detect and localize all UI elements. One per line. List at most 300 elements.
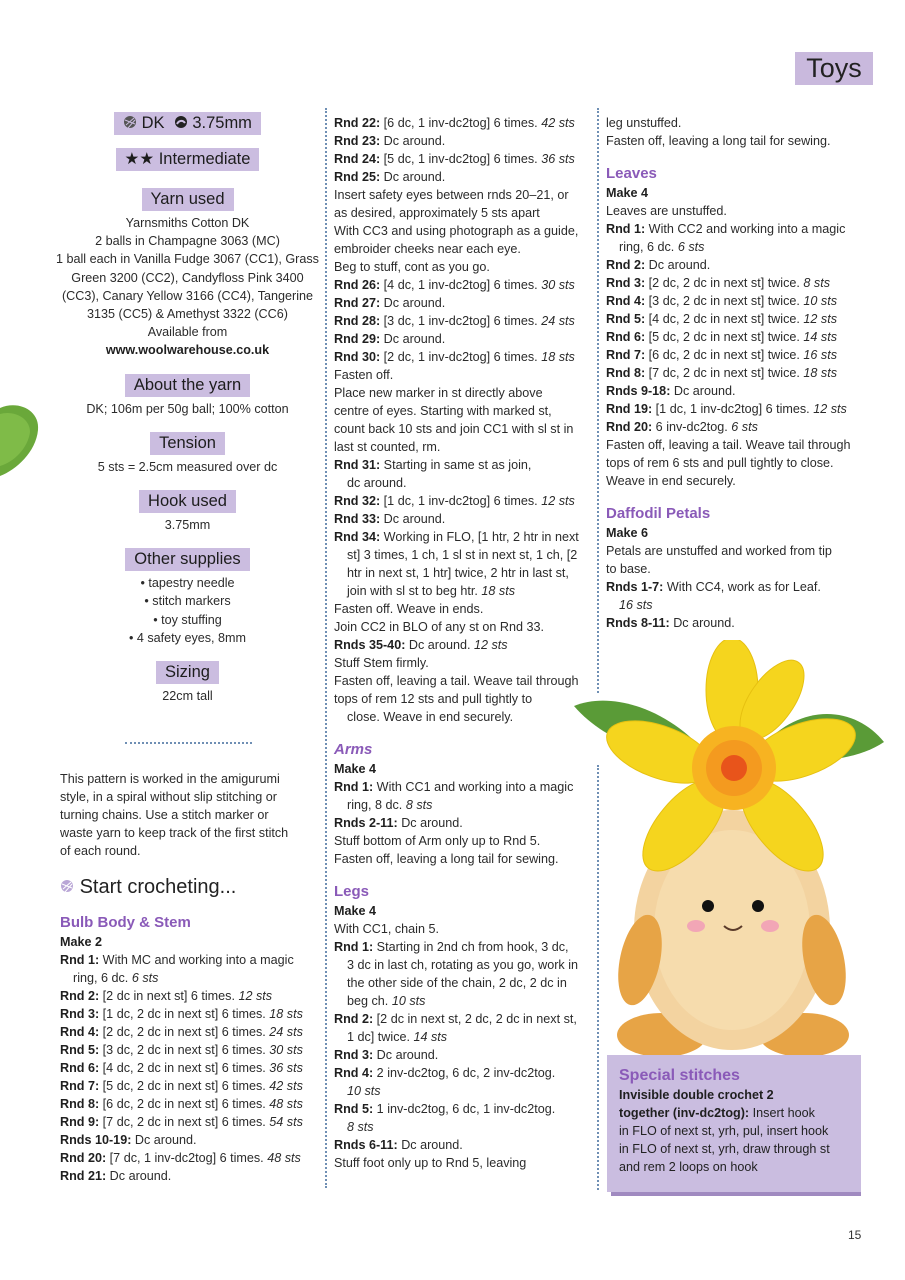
round-instruction (334, 294, 596, 312)
round-label: Rnd 22: (334, 116, 381, 130)
special-line (619, 1104, 859, 1122)
instruction-line (334, 1118, 596, 1136)
leaves-petals-instructions (606, 114, 868, 632)
instruction-text: Weave in end securely. (606, 474, 736, 488)
instruction-line (606, 472, 868, 490)
yarn-line: Green 3200 (CC2), Candyfloss Pink 3400 (71, 270, 304, 285)
hook-size: 3.75mm (192, 114, 252, 132)
stitch-count: 6 sts (677, 240, 705, 254)
intro-line: of each round. (60, 844, 141, 858)
round-label: Rnds 10-19: (60, 1133, 132, 1147)
round-label: Rnd 8: (60, 1097, 100, 1111)
instruction-line (334, 186, 596, 204)
instruction-text: With CC1, chain 5. (334, 922, 439, 936)
yarn-line: Yarnsmiths Cotton DK (125, 216, 250, 230)
round-instruction (334, 312, 596, 330)
hook-used-heading: Hook used (139, 490, 236, 513)
round-label: Rnd 26: (334, 278, 381, 292)
round-label: Rnd 30: (334, 350, 381, 364)
round-instruction (334, 938, 596, 956)
instruction-text: Dc around. (645, 258, 711, 272)
stitch-count: 18 sts (803, 366, 837, 380)
round-instruction (334, 778, 596, 796)
yarn-ball-icon (60, 879, 74, 893)
stitch-count: 30 sts (541, 278, 575, 292)
make-count: Make 4 (334, 904, 377, 918)
instruction-text: [2 dc in next st] 6 times. (99, 989, 239, 1003)
round-label: Rnd 1: (334, 780, 374, 794)
round-label: Rnd 3: (334, 1048, 374, 1062)
weight-hook-pill (114, 112, 261, 135)
instruction-text: Join CC2 in BLO of any st on Rnd 33. (334, 620, 545, 634)
instruction-text: With CC4, work as for Leaf. (663, 580, 821, 594)
round-label: Rnd 7: (606, 348, 646, 362)
instruction-text: Leaves are unstuffed. (606, 204, 727, 218)
instruction-line (334, 474, 596, 492)
round-label: Rnd 27: (334, 296, 381, 310)
stitch-count: 6 sts (731, 420, 758, 434)
round-instruction (606, 220, 868, 238)
instruction-text: ring, 6 dc. (73, 971, 132, 985)
round-instruction (606, 418, 868, 436)
round-label: Rnd 32: (334, 494, 381, 508)
round-instruction (606, 346, 868, 364)
round-label: Rnd 20: (60, 1151, 107, 1165)
instruction-text: Starting in same st as join, (380, 458, 532, 472)
stitch-count: 12 sts (803, 312, 837, 326)
round-instruction (334, 528, 596, 546)
round-instruction (60, 1095, 322, 1113)
column-rule-2 (597, 108, 599, 693)
instruction-text: Fasten off. (334, 368, 394, 382)
make-count: Make 2 (60, 935, 103, 949)
intro-line: This pattern is worked in the amigurumi (60, 772, 280, 786)
round-instruction (606, 328, 868, 346)
round-instruction (334, 1100, 596, 1118)
leaf-edge-illustration (0, 400, 42, 480)
instruction-line (334, 366, 596, 384)
instruction-text: centre of eyes. Starting with marked st, (334, 404, 552, 418)
section-tag: Toys (795, 52, 873, 85)
instruction-text: Working in FLO, [1 htr, 2 htr in next (380, 530, 579, 544)
stitch-count: 18 sts (481, 584, 516, 598)
instruction-line (606, 436, 868, 454)
supply-item: • toy stuffing (153, 612, 222, 627)
instruction-text: Place new marker in st directly above (334, 386, 543, 400)
instruction-text: [7 dc, 1 inv-dc2tog] 6 times. (106, 1151, 268, 1165)
tension-text: 5 sts = 2.5cm measured over dc (97, 459, 278, 474)
yarn-weight: DK (141, 114, 165, 132)
round-instruction (334, 492, 596, 510)
round-label: Rnd 34: (334, 530, 381, 544)
instruction-text: Stuff bottom of Arm only up to Rnd 5. (334, 834, 541, 848)
round-instruction (606, 578, 868, 596)
round-label: Rnd 25: (334, 170, 381, 184)
round-label: Rnd 3: (606, 276, 646, 290)
round-instruction (334, 168, 596, 186)
round-instruction (606, 400, 868, 418)
round-label: Rnd 5: (60, 1043, 100, 1057)
instruction-text: Dc around. (380, 296, 446, 310)
stitch-count: 18 sts (541, 350, 575, 364)
instruction-line (334, 974, 596, 992)
instruction-text: [6 dc, 2 dc in next st] 6 times. (99, 1097, 270, 1111)
stitch-count: 6 sts (131, 971, 159, 985)
instruction-line (334, 832, 596, 850)
round-instruction (606, 364, 868, 382)
instruction-text: Fasten off, leaving a long tail for sewing. (334, 852, 559, 866)
instruction-text: tops of rem 12 sts and pull tightly to (334, 692, 533, 706)
round-instruction (60, 1149, 322, 1167)
round-label: Rnd 24: (334, 152, 381, 166)
round-instruction (60, 1131, 322, 1149)
stitch-count: 18 sts (269, 1007, 303, 1021)
round-label: Rnd 33: (334, 512, 381, 526)
instruction-text: [4 dc, 1 inv-dc2tog] 6 times. (380, 278, 542, 292)
instruction-text: ring, 8 dc. (347, 798, 406, 812)
round-instruction (334, 132, 596, 150)
instruction-line (334, 600, 596, 618)
round-instruction (606, 256, 868, 274)
round-instruction (334, 1010, 596, 1028)
instruction-line (606, 238, 868, 256)
yarn-used-heading: Yarn used (142, 188, 234, 211)
round-instruction (60, 1167, 322, 1185)
special-stitches-text (619, 1066, 859, 1176)
intro-paragraph (60, 770, 322, 860)
other-supplies-heading: Other supplies (125, 548, 249, 571)
round-label: Rnd 5: (606, 312, 646, 326)
round-instruction (606, 292, 868, 310)
instruction-text: ring, 6 dc. (619, 240, 678, 254)
instruction-line (334, 992, 596, 1010)
instruction-text: Beg to stuff, cont as you go. (334, 260, 490, 274)
yarn-line: (CC3), Canary Yellow 3166 (CC4), Tangerine (61, 288, 314, 303)
intro-line: style, in a spiral without slip stitching or (60, 790, 277, 804)
instruction-line (334, 1082, 596, 1100)
intro-line: turning chains. Use a stitch marker or (60, 808, 269, 822)
special-definition: and rem 2 loops on hook (619, 1160, 758, 1174)
round-instruction (60, 951, 322, 969)
instruction-line (334, 564, 596, 582)
round-instruction (334, 814, 596, 832)
sizing-heading: Sizing (156, 661, 219, 684)
round-instruction (334, 456, 596, 474)
stitch-count: 24 sts (269, 1025, 303, 1039)
round-label: Rnd 29: (334, 332, 381, 346)
yarn-line: 1 ball each in Vanilla Fudge 3067 (CC1), Grass (56, 252, 319, 267)
instruction-text: leg unstuffed. (606, 116, 682, 130)
special-line (619, 1086, 859, 1104)
instruction-text: [2 dc in next st, 2 dc, 2 dc in next st, (373, 1012, 577, 1026)
round-instruction (334, 114, 596, 132)
round-label: Rnd 9: (60, 1115, 100, 1129)
round-instruction (60, 1041, 322, 1059)
supply-item: • 4 safety eyes, 8mm (128, 630, 247, 645)
stitch-count: 48 sts (267, 1151, 301, 1165)
intro-line: waste yarn to keep track of the first stitch (60, 826, 289, 840)
tension-heading: Tension (150, 432, 225, 455)
round-instruction (606, 310, 868, 328)
hook-used-text: 3.75mm (164, 518, 211, 533)
instruction-line (334, 956, 596, 974)
instruction-text: Dc around. (397, 816, 463, 830)
instruction-text: Fasten off, leaving a long tail for sewing. (606, 134, 831, 148)
section-heading: Legs (334, 883, 370, 900)
instruction-text: Dc around. (380, 170, 446, 184)
instruction-text: embroider cheeks near each eye. (334, 242, 521, 256)
instruction-line (334, 420, 596, 438)
instruction-line (334, 384, 596, 402)
round-label: Rnd 4: (334, 1066, 374, 1080)
stitch-count: 10 sts (391, 994, 426, 1008)
instruction-text: With CC1 and working into a magic (373, 780, 574, 794)
round-label: Rnd 4: (60, 1025, 100, 1039)
instruction-line (334, 402, 596, 420)
section-heading: Leaves (606, 165, 657, 182)
instruction-text: [5 dc, 1 inv-dc2tog] 6 times. (380, 152, 542, 166)
sizing-text: 22cm tall (162, 689, 213, 704)
instruction-text: to base. (606, 562, 651, 576)
round-instruction (606, 614, 868, 632)
round-instruction (60, 1077, 322, 1095)
round-label: Rnd 1: (606, 222, 646, 236)
stitch-count: 36 sts (269, 1061, 303, 1075)
hook-icon (174, 115, 188, 129)
instruction-text: dc around. (347, 476, 407, 490)
round-instruction (60, 1059, 322, 1077)
stitch-count: 36 sts (541, 152, 575, 166)
make-count: Make 4 (334, 762, 377, 776)
round-label: Rnds 8-11: (606, 616, 670, 630)
make-count: Make 4 (606, 186, 649, 200)
round-instruction (334, 150, 596, 168)
instruction-line (334, 546, 596, 564)
instruction-text: Dc around. (373, 1048, 439, 1062)
instruction-text: htr in next st, 1 htr] twice, 2 htr in last st, (347, 566, 569, 580)
yarn-line: 3135 (CC5) & Amethyst 3322 (CC6) (87, 307, 288, 322)
round-label: Rnd 8: (606, 366, 646, 380)
instruction-text: [7 dc, 2 dc in next st] twice. (645, 366, 804, 380)
special-term: together (inv-dc2tog): (619, 1106, 750, 1120)
instruction-line (334, 240, 596, 258)
instruction-line (334, 222, 596, 240)
round-instruction (334, 510, 596, 528)
instruction-line (334, 920, 596, 938)
instruction-text: Insert safety eyes between rnds 20–21, or (334, 188, 569, 202)
round-instruction (334, 330, 596, 348)
round-label: Rnd 28: (334, 314, 381, 328)
special-line (619, 1158, 859, 1176)
instruction-text: [1 dc, 1 inv-dc2tog] 6 times. (380, 494, 542, 508)
round-label: Rnds 1-7: (606, 580, 664, 594)
round-instruction (606, 382, 868, 400)
stitch-count: 16 sts (803, 348, 837, 362)
instruction-text: [6 dc, 1 inv-dc2tog] 6 times. (380, 116, 542, 130)
instruction-text: Fasten off, leaving a tail. Weave tail through (334, 674, 579, 688)
stem-arms-legs-instructions (334, 114, 596, 1172)
stitch-count: 14 sts (413, 1030, 448, 1044)
instruction-line (606, 596, 868, 614)
instruction-text: [4 dc, 2 dc in next st] 6 times. (99, 1061, 270, 1075)
instruction-text: [1 dc, 1 inv-dc2tog] 6 times. (652, 402, 814, 416)
instruction-text: [7 dc, 2 dc in next st] 6 times. (99, 1115, 270, 1129)
spacer (606, 150, 868, 164)
instruction-text: [3 dc, 2 dc in next st] 6 times. (99, 1043, 270, 1057)
round-instruction (60, 1005, 322, 1023)
skill-level-pill: ★★ Intermediate (116, 148, 260, 171)
spacer (334, 726, 596, 740)
instruction-text: Dc around. (131, 1133, 197, 1147)
round-label: Rnds 35-40: (334, 638, 406, 652)
yarn-ball-icon (123, 115, 137, 129)
round-label: Rnd 1: (334, 940, 374, 954)
yarn-supplier-url: www.woolwarehouse.co.uk (105, 343, 270, 358)
instruction-line (334, 850, 596, 868)
instruction-text: 3 dc in last ch, rotating as you go, work in (347, 958, 579, 972)
instruction-line (334, 796, 596, 814)
instruction-text: Stuff Stem firmly. (334, 656, 429, 670)
instruction-text: [5 dc, 2 dc in next st] twice. (645, 330, 804, 344)
bulb-body-instructions (60, 913, 322, 1185)
instruction-line (334, 204, 596, 222)
round-instruction (334, 636, 596, 654)
stitch-count: 12 sts (541, 494, 575, 508)
instruction-text: [2 dc, 2 dc in next st] twice. (645, 276, 804, 290)
instruction-text: [2 dc, 1 inv-dc2tog] 6 times. (380, 350, 542, 364)
round-instruction (334, 1136, 596, 1154)
instruction-line (334, 618, 596, 636)
instruction-line (606, 202, 868, 220)
instruction-line (606, 114, 868, 132)
instruction-text: Petals are unstuffed and worked from tip (606, 544, 832, 558)
instruction-text: Dc around. (106, 1169, 172, 1183)
round-label: Rnd 31: (334, 458, 381, 472)
instruction-text: [2 dc, 2 dc in next st] 6 times. (99, 1025, 270, 1039)
instruction-text: close. Weave in end securely. (347, 710, 514, 724)
stitch-count: 42 sts (541, 116, 575, 130)
section-heading: Daffodil Petals (606, 505, 711, 522)
round-label: Rnd 1: (60, 953, 100, 967)
about-yarn-heading: About the yarn (125, 374, 250, 397)
yarn-line: Available from (147, 325, 228, 340)
stitch-count: 30 sts (269, 1043, 303, 1057)
instruction-text: [3 dc, 1 inv-dc2tog] 6 times. (380, 314, 542, 328)
special-line (619, 1140, 859, 1158)
round-label: Rnd 20: (606, 420, 653, 434)
instruction-text: [1 dc, 2 dc in next st] 6 times. (99, 1007, 270, 1021)
round-instruction (334, 1046, 596, 1064)
round-label: Rnd 21: (60, 1169, 107, 1183)
round-instruction (60, 1113, 322, 1131)
instruction-text: 6 inv-dc2tog. (652, 420, 732, 434)
stitch-count: 42 sts (269, 1079, 303, 1093)
instruction-text: [5 dc, 2 dc in next st] 6 times. (99, 1079, 270, 1093)
stitch-count: 12 sts (474, 638, 508, 652)
daffodil-toy-illustration (572, 640, 890, 1065)
make-count: Make 6 (606, 526, 649, 540)
page-number: 15 (848, 1228, 862, 1242)
round-instruction (606, 274, 868, 292)
yarn-line: 2 balls in Champagne 3063 (MC) (95, 234, 280, 249)
round-instruction (334, 348, 596, 366)
instruction-line (334, 438, 596, 456)
round-label: Rnd 5: (334, 1102, 374, 1116)
instruction-line (334, 672, 596, 690)
section-heading: Arms (334, 741, 373, 758)
round-label: Rnd 6: (606, 330, 646, 344)
stitch-count: 48 sts (269, 1097, 303, 1111)
round-label: Rnd 6: (60, 1061, 100, 1075)
instruction-text: With MC and working into a magic (99, 953, 294, 967)
stitch-count: 8 sts (347, 1120, 374, 1134)
instruction-line (334, 690, 596, 708)
round-instruction (60, 987, 322, 1005)
instruction-text: Dc around. (380, 332, 446, 346)
instruction-text: Dc around. (670, 384, 736, 398)
column-rule-1 (325, 108, 327, 1188)
instruction-text: join with sl st to beg htr. (347, 584, 482, 598)
stitch-count: 16 sts (619, 598, 653, 612)
special-definition: in FLO of next st, yrh, draw through st (619, 1142, 830, 1156)
stitch-count: 24 sts (541, 314, 575, 328)
instruction-text: st] 3 times, 1 ch, 1 sl st in next st, 1 ch, [2 (347, 548, 578, 562)
stitch-count: 10 sts (803, 294, 837, 308)
pattern-info-sidebar (55, 112, 320, 705)
start-crocheting-heading: Start crocheting... (60, 874, 236, 900)
instruction-text: Fasten off. Weave in ends. (334, 602, 484, 616)
round-label: Rnd 7: (60, 1079, 100, 1093)
instruction-line (606, 542, 868, 560)
round-label: Rnds 2-11: (334, 816, 398, 830)
special-definition: in FLO of next st, yrh, pul, insert hook (619, 1124, 829, 1138)
instruction-text: 2 inv-dc2tog, 6 dc, 2 inv-dc2tog. (373, 1066, 556, 1080)
instruction-text: With CC3 and using photograph as a guide, (334, 224, 579, 238)
instruction-text: Fasten off, leaving a tail. Weave tail through (606, 438, 851, 452)
instruction-line (606, 454, 868, 472)
round-instruction (334, 1064, 596, 1082)
stitch-count: 8 sts (405, 798, 433, 812)
instruction-text: 1 dc] twice. (347, 1030, 414, 1044)
stitch-count: 8 sts (803, 276, 830, 290)
stitch-count: 54 sts (269, 1115, 303, 1129)
spacer (606, 490, 868, 504)
instruction-line (60, 969, 322, 987)
round-instruction (334, 276, 596, 294)
stitch-count: 10 sts (347, 1084, 381, 1098)
instruction-text: Dc around. (397, 1138, 463, 1152)
sidebar-divider (125, 742, 252, 744)
instruction-text: the other side of the chain, 2 dc, 2 dc in (347, 976, 567, 990)
section-heading: Bulb Body & Stem (60, 914, 191, 931)
round-label: Rnd 2: (60, 989, 100, 1003)
instruction-text: [6 dc, 2 dc in next st] twice. (645, 348, 804, 362)
round-label: Rnd 3: (60, 1007, 100, 1021)
special-term: Invisible double crochet 2 (619, 1088, 774, 1102)
instruction-line (334, 654, 596, 672)
instruction-text: count back 10 sts and join CC1 with sl st in (334, 422, 574, 436)
instruction-text: Dc around. (405, 638, 474, 652)
instruction-line (606, 560, 868, 578)
stitch-count: 12 sts (813, 402, 847, 416)
round-label: Rnds 9-18: (606, 384, 671, 398)
instruction-text: [3 dc, 2 dc in next st] twice. (645, 294, 804, 308)
instruction-line (334, 708, 596, 726)
instruction-text: last st counted, rm. (334, 440, 441, 454)
instruction-line (334, 1028, 596, 1046)
round-label: Rnd 19: (606, 402, 653, 416)
instruction-text: With CC2 and working into a magic (645, 222, 846, 236)
